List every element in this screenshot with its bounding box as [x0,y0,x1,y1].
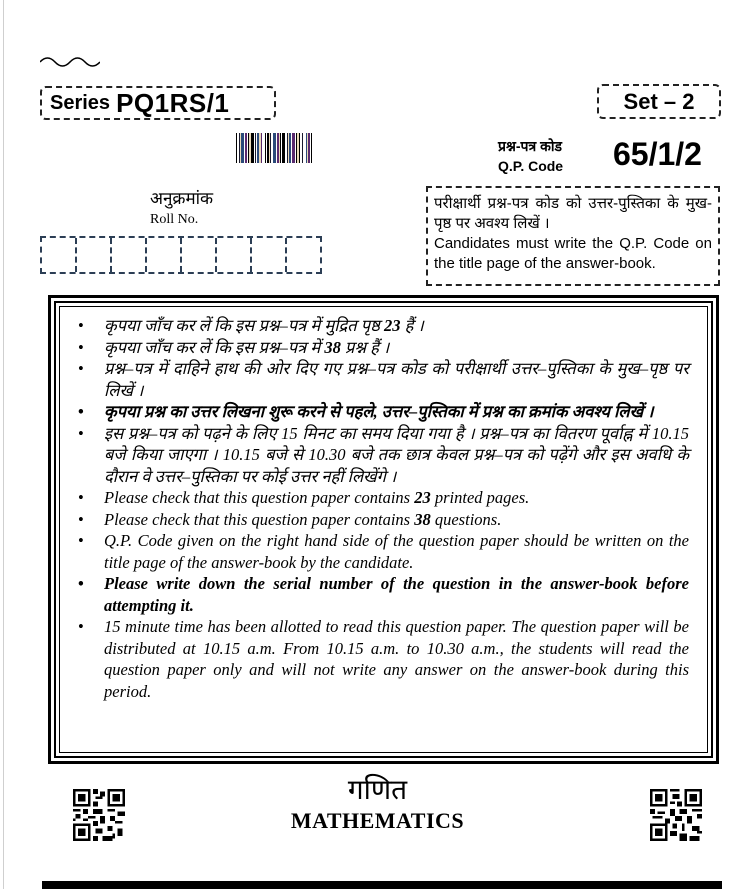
instructions-frame [48,295,719,764]
roll-number-digit-box[interactable] [147,238,182,272]
bullet-icon: • [78,509,84,529]
bullet-icon: • [78,423,84,443]
bullet-icon: • [78,402,84,421]
roll-number-digit-box[interactable] [287,238,320,272]
qp-code-label-english: Q.P. Code [498,158,564,174]
qp-code-label-hindi: प्रश्न-पत्र कोड [498,138,562,154]
set-box [597,84,721,119]
instruction-text: Please check that this question paper contains [104,509,415,529]
instruction-text: प्रश्न–पत्र में दाहिने हाथ की ओर दिए गए प्रश्न–पत्र कोड को परीक्षार्थी उत्तर–पुस्तिका के मुख–पृष्ठ पर लिखें । [104,359,689,400]
bullet-icon: • [78,337,84,357]
instruction-text: Please write down the serial number of the question in the answer-book before attempting it. [104,574,689,615]
bullet-icon: • [78,488,84,507]
series-value: PQ1RS/1 [116,87,230,118]
instruction-text: इस प्रश्न–पत्र को पढ़ने के लिए 15 मिनट का समय दिया गया है । प्रश्न–पत्र का वितरण पूर्वाह्न में 10.15 बजे किया जाएगा । 10.15 बजे से 10.30 बजे तक छात्र केवल प्रश्न–पत्र को पढ़ेंगे और इस अवधि के दौरान वे उत्तर–पुस्तिका पर कोई उत्तर नहीं लिखेंगे । [104,423,689,486]
tilde-mark-icon [40,52,100,68]
series-box [40,86,276,120]
bullet-icon: • [78,316,84,335]
instruction-text: Please check that this question paper contains [104,488,415,507]
roll-number-digit-box[interactable] [252,238,287,272]
roll-number-boxes[interactable] [40,236,322,274]
instruction-text: कृपया जाँच कर लें कि इस प्रश्न–पत्र में [104,337,325,357]
roll-number-digit-box[interactable] [77,238,112,272]
instruction-item [74,358,689,401]
notice-english: Candidates must write the Q.P. Code on the title page of the answer-book. [434,235,712,272]
qp-code-notice-box [426,186,720,286]
instruction-item [74,401,689,423]
bullet-icon: • [78,359,84,378]
instruction-text: 15 minute time has been allotted to read this question paper. The question paper will be distributed at 10.15 a.m. From 10.15 a.m. to 10.30 a.m., the students will read the question paper only and will not write any answer on the answer-book during this period. [104,617,689,701]
roll-number-digit-box[interactable] [42,238,77,272]
roll-number-digit-box[interactable] [182,238,217,272]
instruction-item [74,423,689,488]
instruction-text: प्रश्न हैं । [340,337,390,357]
instruction-item [74,509,689,531]
subject-title-english: MATHEMATICS [290,808,465,833]
instruction-item [74,337,689,359]
instruction-text: questions. [430,509,502,529]
instructions-list [74,315,689,702]
page-left-border [3,0,4,889]
bullet-icon: • [78,617,84,636]
notice-hindi: परीक्षार्थी प्रश्न-पत्र कोड को उत्तर-पुस्तिका के मुख-पृष्ठ पर अवश्य लिखें । [434,195,712,232]
instruction-number: 23 [414,488,431,507]
bullet-icon: • [78,574,84,593]
instruction-number: 23 [384,316,401,335]
instruction-item [74,487,689,509]
instruction-item [74,530,689,573]
roll-number-digit-box[interactable] [217,238,252,272]
instruction-item [74,573,689,616]
instruction-text: हैं । [400,316,424,335]
roll-number-digit-box[interactable] [112,238,147,272]
instruction-text: कृपया जाँच कर लें कि इस प्रश्न–पत्र में मुद्रित पृष्ठ [104,316,384,335]
instruction-text: कृपया प्रश्न का उत्तर लिखना शुरू करने से पहले, उत्तर–पुस्तिका में प्रश्न का क्रमांक अवश्य लिखें । [104,402,654,421]
bullet-icon: • [78,531,84,550]
series-label: Series [50,91,111,114]
barcode-icon [236,133,376,163]
qp-code-value: 65/1/2 [613,136,702,172]
roll-number-label-english: Roll No. [150,212,199,227]
bottom-rule [42,881,722,889]
subject-title-hindi: गणित [347,775,408,806]
set-label: Set – 2 [623,88,695,114]
qp-code-labels [498,136,563,176]
instruction-number: 38 [324,337,341,357]
instruction-item [74,315,689,337]
instruction-text: Q.P. Code given on the right hand side of the question paper should be written on the title page of the answer-book by the candidate. [104,531,689,572]
instruction-item [74,616,689,702]
instruction-number: 38 [414,509,431,529]
roll-number-label-hindi: अनुक्रमांक [150,189,214,208]
instruction-text: printed pages. [430,488,530,507]
